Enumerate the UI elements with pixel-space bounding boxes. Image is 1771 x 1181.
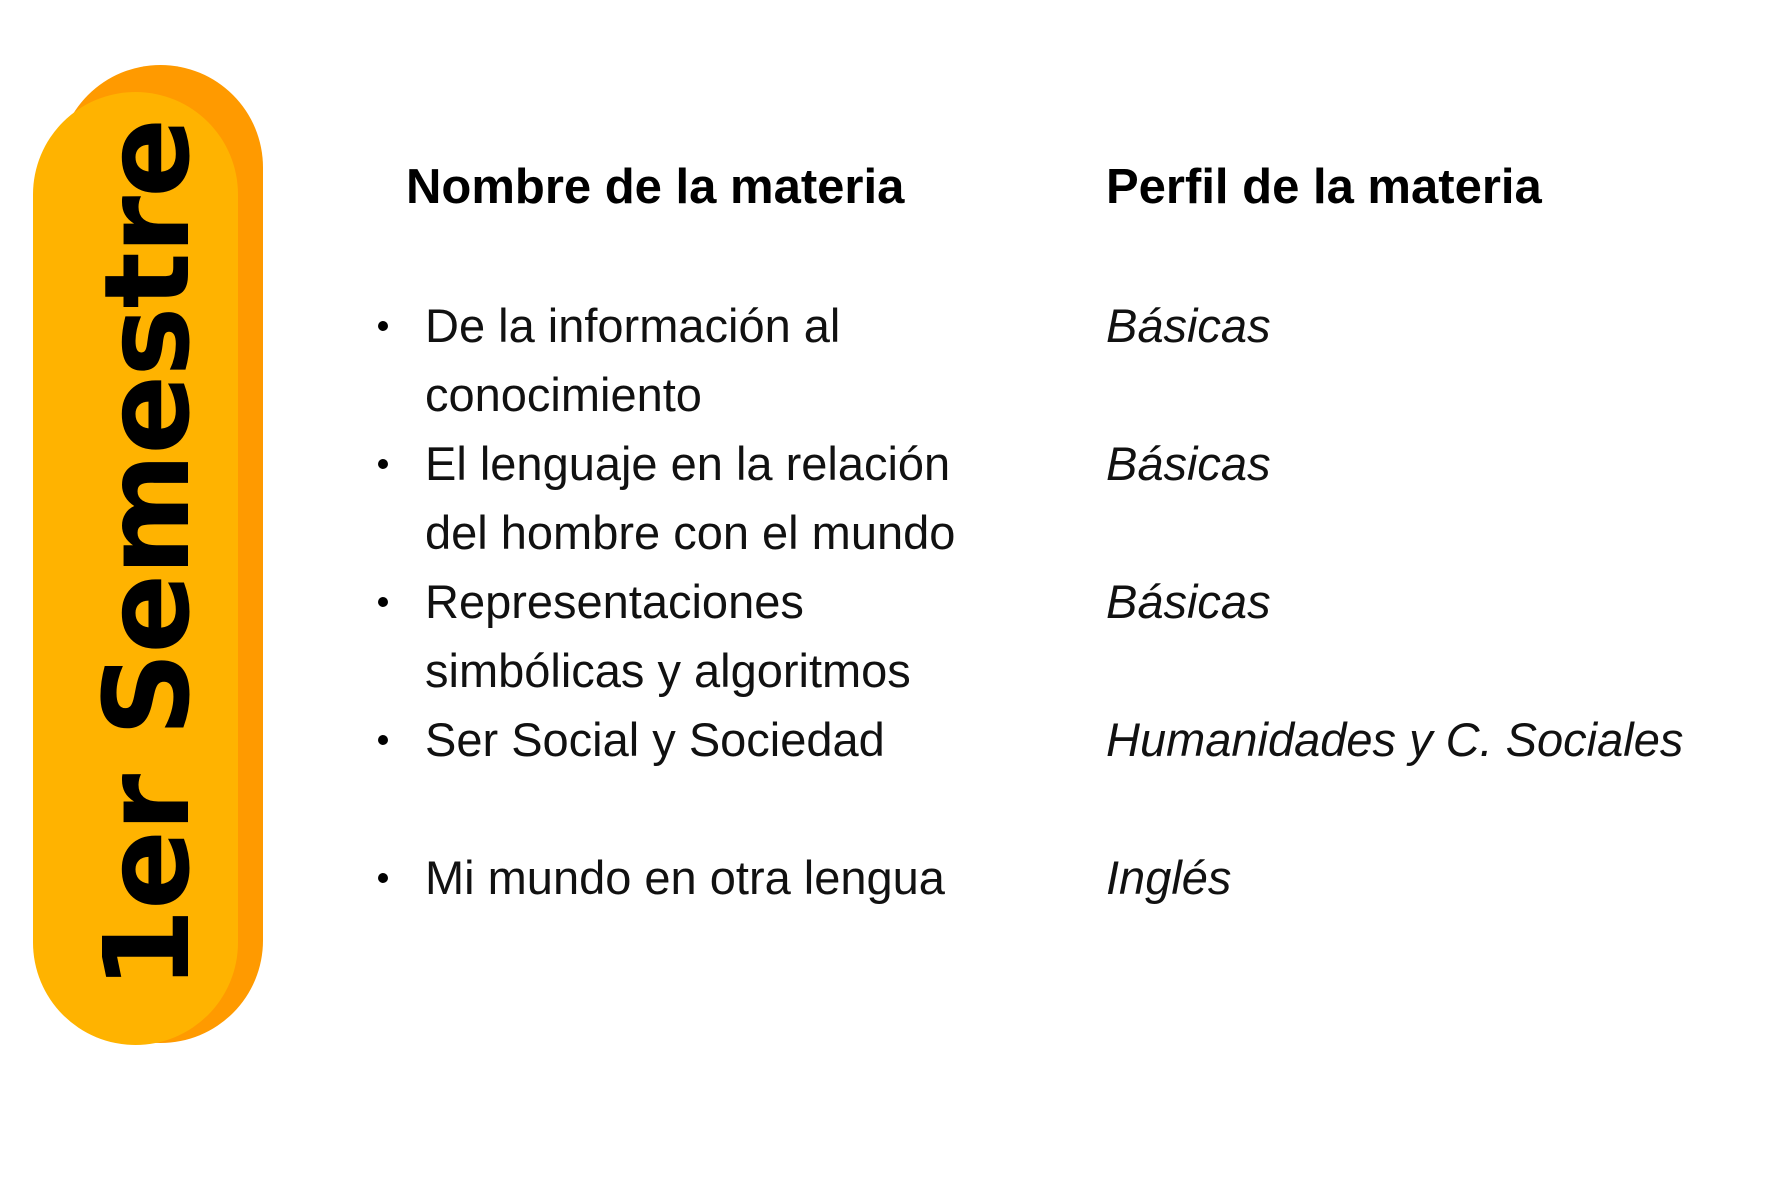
subject-name: El lenguaje en la relación del hombre con el mundo xyxy=(425,437,956,559)
profile-column-header: Perfil de la materia xyxy=(1106,160,1542,214)
subject-name: Representaciones simbólicas y algoritmos xyxy=(425,575,911,697)
subject-name: De la información al conocimiento xyxy=(425,299,841,421)
subject-name: Mi mundo en otra lengua xyxy=(425,851,945,904)
bullet-icon xyxy=(378,321,388,331)
subject-row xyxy=(0,429,1771,567)
subject-profile: Básicas xyxy=(1106,575,1271,628)
bullet-icon xyxy=(378,735,388,745)
subject-profile: Humanidades y C. Sociales xyxy=(1106,713,1684,766)
bullet-icon xyxy=(378,873,388,883)
semester-label: 1er Semestre xyxy=(78,119,216,991)
subject-profile: Inglés xyxy=(1106,851,1232,904)
subject-row xyxy=(0,567,1771,705)
subject-profile: Básicas xyxy=(1106,299,1271,352)
subject-row xyxy=(0,291,1771,429)
bullet-icon xyxy=(378,459,388,469)
bullet-icon xyxy=(378,597,388,607)
subject-profile: Básicas xyxy=(1106,437,1271,490)
subject-row xyxy=(0,705,1771,843)
subject-name: Ser Social y Sociedad xyxy=(425,713,885,766)
subject-column-header: Nombre de la materia xyxy=(406,160,905,214)
subject-row xyxy=(0,843,1771,981)
